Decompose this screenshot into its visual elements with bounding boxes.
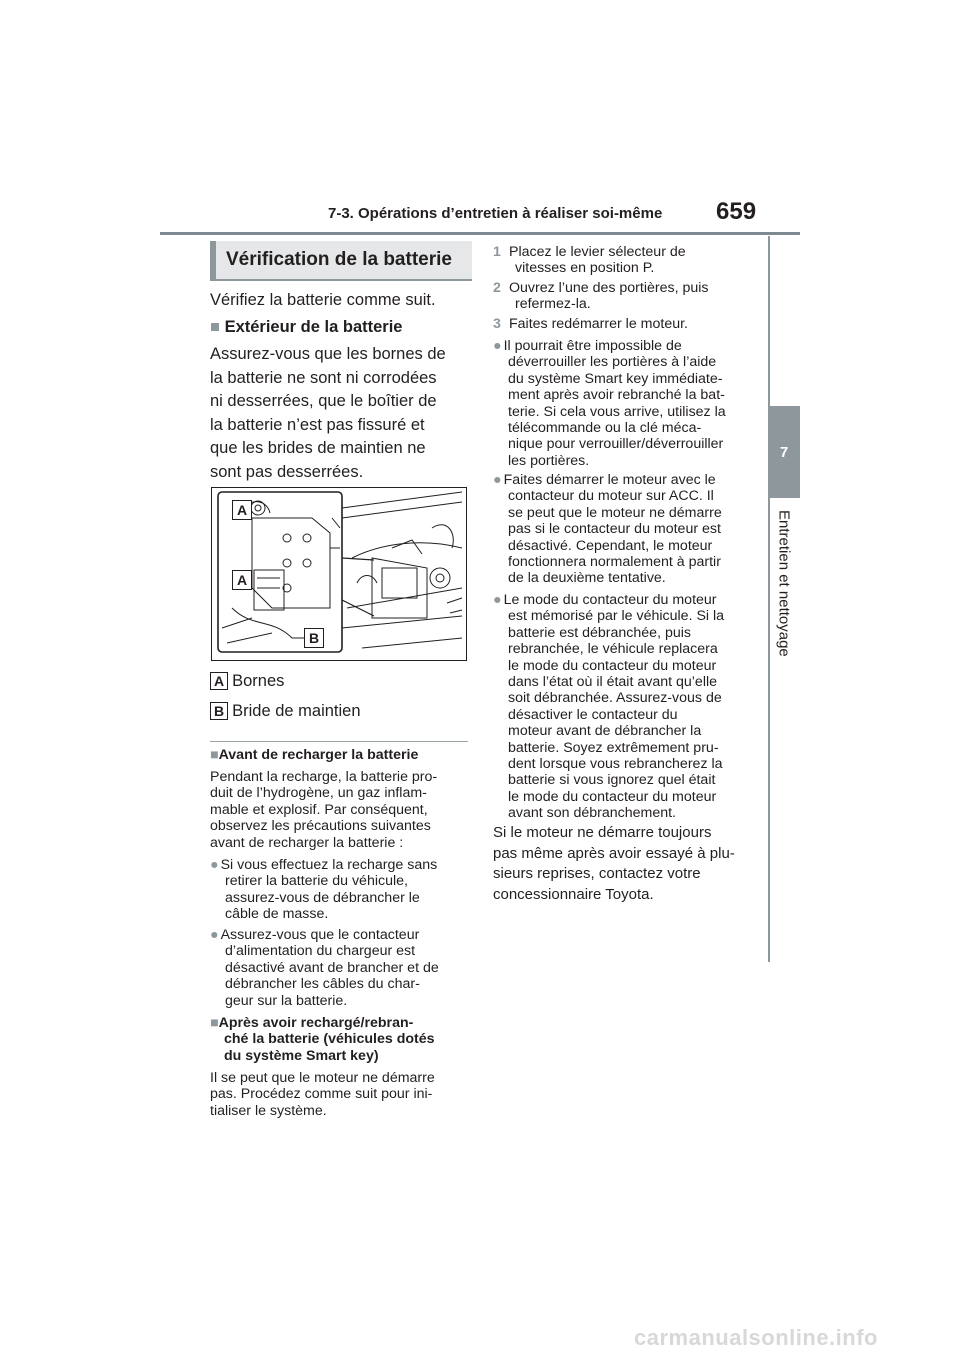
before-charging-bullet-1 <box>210 857 437 923</box>
step-line: Ouvrez l’une des portières, puis <box>509 280 709 296</box>
body-line: mable et explosif. Par conséquent, <box>210 801 428 818</box>
section-heading: Vérification de la batterie <box>226 249 452 270</box>
before-charging-heading-text: Avant de recharger la batterie <box>218 747 419 763</box>
bullet-line: Faites démarrer le moteur avec le <box>503 472 716 488</box>
legend-item-a <box>210 670 284 693</box>
bullet-line: déverrouiller les portières à l’aide <box>508 354 717 371</box>
square-bullet-icon: ■ <box>210 747 219 763</box>
body-line: avant de recharger la batterie : <box>210 834 404 851</box>
closing-paragraph <box>493 823 735 905</box>
closing-line: concessionnaire Toyota. <box>493 885 654 903</box>
bullet-line: retirer la batterie du véhicule, <box>225 873 408 890</box>
bullet-line: batterie. Soyez extrêmement pru- <box>508 739 719 756</box>
exterior-line: ni desserrées, que le boîtier de <box>210 392 437 410</box>
bullet-line: pas si le contacteur du moteur est <box>508 521 721 538</box>
bullet-line: contacteur du moteur sur ACC. Il <box>508 488 714 505</box>
exterior-line: la batterie ne sont ni corrodées <box>210 368 437 387</box>
body-line: Pendant la recharge, la batterie pro- <box>210 769 438 785</box>
right-bullet-3 <box>493 592 724 822</box>
body-line: observez les précautions suivantes <box>210 818 431 835</box>
bullet-line: geur sur la batterie. <box>225 992 348 1009</box>
bullet-line: avant son débranchement. <box>508 805 676 822</box>
bullet-line: rebranchée, le véhicule replacera <box>508 641 718 658</box>
exterior-body <box>210 343 446 484</box>
bullet-line: moteur avant de débrancher la <box>508 723 702 740</box>
section-heading-rule <box>210 279 472 281</box>
bullet-line: est mémorisé par le véhicule. Si la <box>508 608 725 625</box>
callout-a-terminal-2: A <box>232 570 252 590</box>
bullet-line: Si vous effectuez la recharge sans <box>220 857 438 873</box>
bullet-line: dans l’état où il était avant qu’elle <box>508 674 718 691</box>
page-number: 659 <box>716 198 757 225</box>
callout-a-terminal: A <box>232 500 252 520</box>
step-line: Placez le levier sélecteur de <box>509 244 686 260</box>
bullet-line: se peut que le moteur ne démarre <box>508 504 722 521</box>
step-line: refermez-la. <box>515 296 591 313</box>
intro-text: Vérifiez la batterie comme suit. <box>210 291 436 309</box>
callout-b-clamp: B <box>304 628 324 648</box>
bullet-line: batterie si vous ignorez quel était <box>508 772 716 789</box>
legend-text: Bride de maintien <box>232 702 361 720</box>
chapter-number: 7 <box>779 443 789 461</box>
section-heading-box <box>210 241 472 279</box>
exterior-line: la batterie n’est pas fissuré et <box>210 415 425 434</box>
before-charging-bullet-2 <box>210 927 439 1009</box>
bullet-line: les portières. <box>508 452 590 469</box>
step-1 <box>493 244 686 277</box>
legend-letter: A <box>210 672 228 690</box>
bullet-line: ment après avoir rebranché la bat- <box>508 387 725 404</box>
step-line: vitesses en position P. <box>515 260 655 277</box>
bullet-line: dent lorsque vous rebrancherez la <box>508 756 723 773</box>
bullet-line: télécommande ou la clé méca- <box>508 420 702 437</box>
step-2 <box>493 280 709 313</box>
bullet-line: Il pourrait être impossible de <box>503 338 682 354</box>
closing-line: Si le moteur ne démarre toujours <box>493 824 712 841</box>
bullet-line: le mode du contacteur du moteur <box>508 657 717 674</box>
before-charging-body <box>210 769 437 851</box>
step-line: Faites redémarrer le moteur. <box>509 316 688 332</box>
heading-line: du système Smart key) <box>224 1047 379 1064</box>
right-bullet-2 <box>493 472 722 587</box>
body-line: Il se peut que le moteur ne démarre <box>210 1070 435 1086</box>
square-bullet-icon: ■ <box>210 318 220 336</box>
bullet-line: Le mode du contacteur du moteur <box>503 592 717 608</box>
chapter-tab[interactable] <box>768 406 800 498</box>
bullet-line: désactiver le contacteur du <box>508 706 678 723</box>
legend-text: Bornes <box>232 672 285 690</box>
header-rule <box>160 232 800 235</box>
exterior-heading-text: Extérieur de la batterie <box>224 318 403 336</box>
round-bullet-icon: ● <box>493 592 502 608</box>
step-3 <box>493 316 688 332</box>
bullet-line: terie. Si cela vous arrive, utilisez la <box>508 403 726 420</box>
after-charging-body <box>210 1070 435 1119</box>
bullet-line: du système Smart key immédiate- <box>508 370 723 387</box>
exterior-heading <box>210 316 402 339</box>
chapter-title: Entretien et nettoyage <box>775 510 793 657</box>
round-bullet-icon: ● <box>493 472 502 488</box>
battery-figure <box>211 487 467 661</box>
legend-item-b <box>210 700 361 723</box>
bullet-line: batterie est débranchée, puis <box>508 624 691 641</box>
bullet-line: débrancher les câbles du char- <box>225 976 420 993</box>
round-bullet-icon: ● <box>210 857 219 873</box>
heading-line: Après avoir rechargé/rebran- <box>218 1015 414 1031</box>
round-bullet-icon: ● <box>493 338 502 354</box>
bullet-line: d’alimentation du chargeur est <box>225 943 416 960</box>
step-number: 2 <box>493 280 501 296</box>
closing-line: pas même après avoir essayé à plu- <box>493 844 735 862</box>
bullet-line: désactivé avant de brancher et de <box>225 959 439 976</box>
bullet-line: assurez-vous de débrancher le <box>225 889 420 906</box>
step-number: 1 <box>493 244 501 260</box>
square-bullet-icon: ■ <box>210 1015 219 1031</box>
right-bullet-1 <box>493 338 726 469</box>
exterior-line: sont pas desserrées. <box>210 462 364 481</box>
chapter-title-vertical <box>764 510 804 980</box>
bullet-line: Assurez-vous que le contacteur <box>220 927 420 943</box>
bullet-line: le mode du contacteur du moteur <box>508 788 717 805</box>
bullet-line: câble de masse. <box>225 906 329 923</box>
exterior-line: Assurez-vous que les bornes de <box>210 345 446 363</box>
closing-line: sieurs reprises, contactez votre <box>493 865 701 882</box>
heading-line: ché la batterie (véhicules dotés <box>224 1031 435 1048</box>
body-line: duit de l’hydrogène, un gaz inflam- <box>210 785 427 802</box>
round-bullet-icon: ● <box>210 927 219 943</box>
before-charging-heading <box>210 747 418 763</box>
body-line: pas. Procédez comme suit pour ini- <box>210 1086 433 1103</box>
bullet-line: fonctionnera normalement à partir <box>508 554 721 571</box>
section-divider <box>210 741 468 742</box>
bullet-line: soit débranchée. Assurez-vous de <box>508 690 722 707</box>
body-line: tialiser le système. <box>210 1102 327 1119</box>
bullet-line: nique pour verrouiller/déverrouiller <box>508 436 724 453</box>
step-number: 3 <box>493 316 501 332</box>
exterior-line: que les brides de maintien ne <box>210 439 426 457</box>
watermark: carmanualsonline.info <box>634 1325 878 1350</box>
header-section-title: 7-3. Opérations d’entretien à réaliser soi-même <box>328 205 663 222</box>
bullet-line: désactivé. Cependant, le moteur <box>508 537 713 554</box>
bullet-line: de la deuxième tentative. <box>508 570 666 587</box>
legend-letter: B <box>210 702 228 720</box>
after-charging-heading <box>210 1015 435 1064</box>
